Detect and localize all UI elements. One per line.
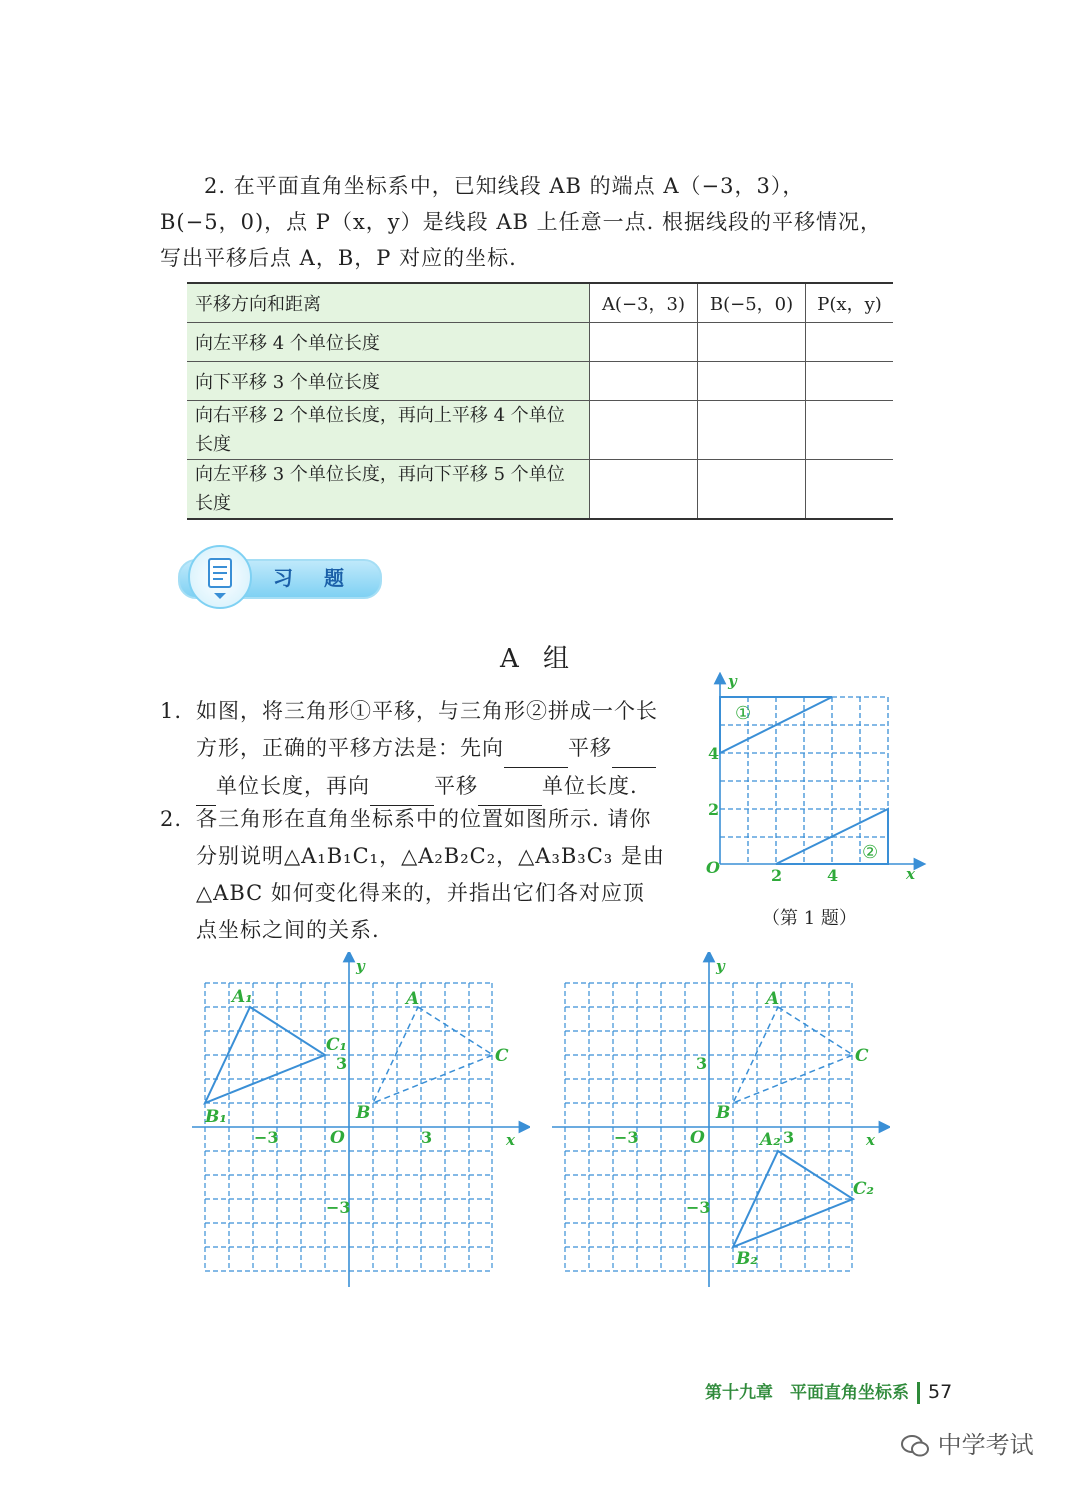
figure-3 [550, 952, 890, 1292]
answer-cell[interactable] [590, 401, 698, 460]
text-segment: 平移 [568, 736, 612, 760]
y-tick-label: 3 [336, 1054, 348, 1073]
point-label-b1: B₁ [205, 1107, 227, 1127]
x-axis-label: x [866, 1131, 875, 1149]
answer-cell[interactable] [806, 460, 893, 520]
exercise-2-line-1: 各三角形在直角坐标系中的位置如图所示. 请你 [196, 807, 652, 831]
watermark [900, 1425, 1034, 1460]
point-label-c1: C₁ [326, 1035, 347, 1055]
point-label-c: C [855, 1046, 869, 1066]
wechat-icon [900, 1434, 930, 1458]
figure-1 [695, 672, 930, 884]
x-tick-label: 4 [827, 866, 839, 884]
figure-1-caption: （第 1 题） [762, 908, 857, 929]
point-label-c: C [495, 1046, 509, 1066]
table-row [187, 323, 893, 362]
text-segment: 单位长度. [542, 774, 638, 798]
footer-divider [917, 1382, 920, 1404]
point-label-a: A [766, 989, 780, 1009]
page-number: 57 [928, 1381, 953, 1403]
y-axis-label: y [716, 957, 725, 975]
answer-cell[interactable] [590, 362, 698, 401]
problem-2-line-2: B(−5，0)，点 P（x，y）是线段 AB 上任意一点. 根据线段的平移情况， [160, 210, 882, 234]
exercise-2-line-4: 点坐标之间的关系. [196, 918, 380, 942]
x-tick-label: 3 [421, 1128, 433, 1147]
exercise-number: 1. [160, 699, 183, 723]
table-header-row [187, 283, 893, 323]
answer-cell[interactable] [806, 401, 893, 460]
banner-label: 习 题 [273, 566, 356, 590]
exercise-1-line-1: 如图，将三角形①平移，与三角形②拼成一个长 [196, 699, 658, 723]
y-tick-label: 3 [696, 1054, 708, 1073]
point-label-a: A [406, 989, 420, 1009]
y-tick-label: 4 [708, 744, 720, 763]
problem-2-text [160, 168, 950, 276]
table-row [187, 460, 893, 520]
table-row-label: 向左平移 4 个单位长度 [187, 323, 590, 362]
notebook-icon [188, 545, 252, 609]
y-axis-label: y [356, 957, 365, 975]
point-label-c2: C₂ [853, 1179, 874, 1199]
watermark-text: 中学考试 [937, 1431, 1034, 1459]
exercise-1-line-2 [196, 730, 700, 768]
table-row-label: 向下平移 3 个单位长度 [187, 362, 590, 401]
table-row [187, 362, 893, 401]
group-title: A 组 [500, 644, 578, 674]
text-segment: 单位长度，再向 [216, 774, 370, 798]
table-header-cell: P(x，y) [806, 283, 893, 323]
translation-table [187, 282, 893, 520]
origin-label: O [706, 858, 720, 877]
text-segment: 平移 [434, 774, 478, 798]
answer-cell[interactable] [806, 362, 893, 401]
answer-blank[interactable] [612, 730, 656, 768]
figure-2 [190, 952, 530, 1292]
table-row-label: 向左平移 3 个单位长度，再向下平移 5 个单位长度 [187, 460, 590, 520]
point-label-b2: B₂ [736, 1249, 758, 1269]
y-tick-label: 2 [708, 800, 720, 819]
answer-cell[interactable] [697, 460, 805, 520]
exercise-banner [158, 553, 380, 601]
y-tick-label: −3 [686, 1198, 711, 1217]
exercise-1 [160, 693, 700, 806]
table-header-cell: 平移方向和距离 [187, 283, 590, 323]
answer-cell[interactable] [806, 323, 893, 362]
x-axis-label: x [506, 1131, 515, 1149]
problem-2-line-3: 写出平移后点 A，B，P 对应的坐标. [160, 246, 517, 270]
problem-2-line-1: 2. 在平面直角坐标系中，已知线段 AB 的端点 A（−3，3）， [204, 174, 805, 198]
exercise-2-line-2: 分别说明△A₁B₁C₁，△A₂B₂C₂，△A₃B₃C₃ 是由 [196, 844, 665, 868]
origin-label: O [690, 1128, 705, 1148]
x-tick-label: −3 [614, 1128, 639, 1147]
answer-cell[interactable] [590, 460, 698, 520]
exercise-2 [160, 801, 700, 949]
y-tick-label: −3 [326, 1198, 351, 1217]
point-label-b: B [356, 1103, 371, 1123]
x-tick-label: −3 [254, 1128, 279, 1147]
answer-cell[interactable] [697, 362, 805, 401]
point-label-b: B [716, 1103, 731, 1123]
triangle-2-label: ② [862, 842, 879, 863]
answer-cell[interactable] [697, 401, 805, 460]
x-tick-label: 2 [771, 866, 783, 884]
exercise-2-line-3: △ABC 如何变化得来的，并指出它们各对应顶 [196, 881, 645, 905]
text-segment: 方形，正确的平移方法是：先向 [196, 736, 504, 760]
table-row [187, 401, 893, 460]
triangle-1-label: ① [735, 703, 752, 724]
answer-cell[interactable] [697, 323, 805, 362]
y-axis-label: y [728, 672, 737, 690]
point-label-a1: A₁ [232, 987, 253, 1007]
x-axis-label: x [906, 865, 915, 883]
exercise-number: 2. [160, 807, 183, 831]
origin-label: O [330, 1128, 345, 1148]
table-row-label: 向右平移 2 个单位长度，再向上平移 4 个单位长度 [187, 401, 590, 460]
answer-blank[interactable] [504, 730, 568, 768]
page-footer [705, 1378, 952, 1404]
table-header-cell: A(−3，3) [590, 283, 698, 323]
chapter-title: 第十九章 平面直角坐标系 [705, 1383, 909, 1403]
answer-cell[interactable] [590, 323, 698, 362]
table-header-cell: B(−5，0) [697, 283, 805, 323]
x-tick-label: 3 [783, 1128, 795, 1147]
point-label-a2: A₂ [760, 1130, 781, 1150]
